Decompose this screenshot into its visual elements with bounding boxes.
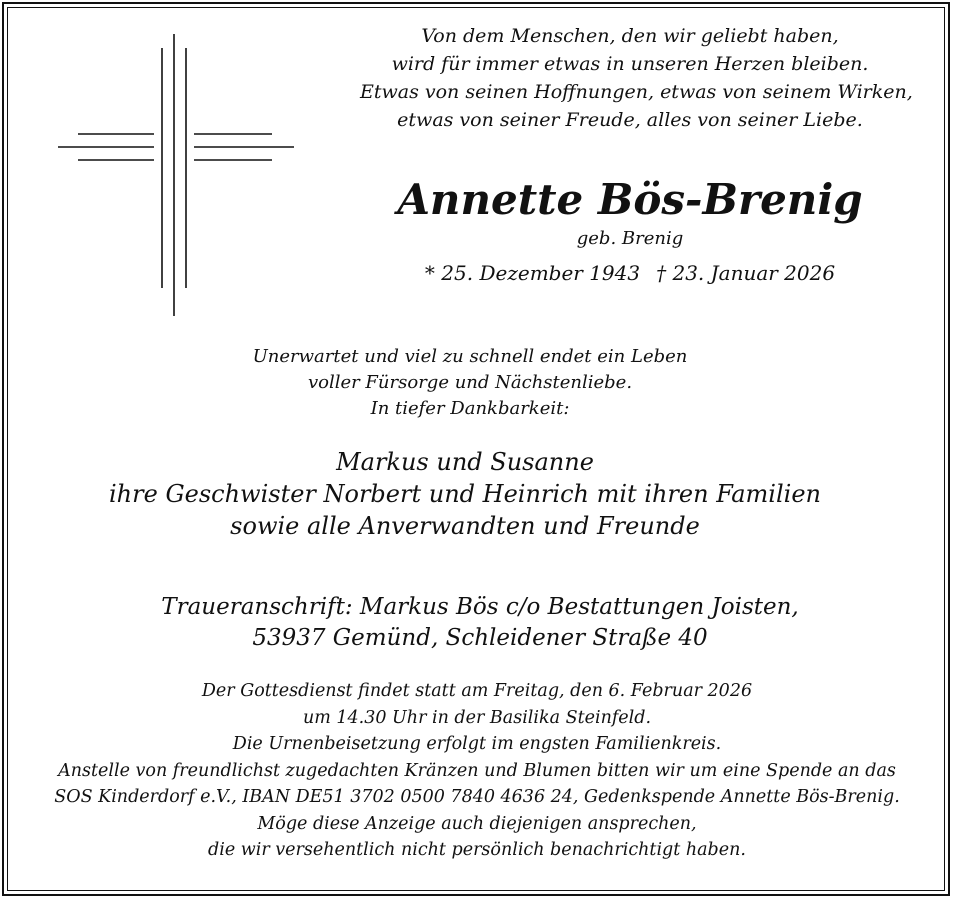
service-line: Anstelle von freundlichst zugedachten Kränzen und Blumen bitten wir um eine Spende an das xyxy=(58,760,896,781)
mourner-line: ihre Geschwister Norbert und Heinrich mit ihren Familien xyxy=(109,480,821,508)
cross-icon xyxy=(58,34,294,316)
life-dates xyxy=(360,258,900,288)
service-line: Möge diese Anzeige auch diejenigen ansprechen, xyxy=(257,813,697,834)
mourners xyxy=(60,446,870,542)
service-line: die wir versehentlich nicht persönlich benachrichtigt haben. xyxy=(208,840,746,860)
service-line: Die Urnenbeisetzung erfolgt im engsten Familienkreis. xyxy=(232,734,722,754)
verse xyxy=(360,22,913,134)
service-line: um 14.30 Uhr in der Basilika Steinfeld. xyxy=(302,707,652,728)
death-date: † 23. Januar 2026 xyxy=(656,261,836,285)
verse-line: Von dem Menschen, den wir geliebt haben, xyxy=(421,25,839,47)
address-line: 53937 Gemünd, Schleidener Straße 40 xyxy=(252,625,708,651)
intro-text xyxy=(200,344,740,422)
born-name: geb. Brenig xyxy=(576,228,684,249)
mourner-line: Markus und Susanne xyxy=(336,448,594,476)
service-line: SOS Kinderdorf e.V., IBAN DE51 3702 0500 7840 4636 24, Gedenkspende Annette Bös-Brenig. xyxy=(54,787,900,807)
intro-line: Unerwartet und viel zu schnell endet ein Leben xyxy=(252,346,688,367)
birth-date: * 25. Dezember 1943 xyxy=(424,261,641,285)
deceased-block xyxy=(360,172,900,288)
service-line: Der Gottesdienst findet statt am Freitag, den 6. Februar 2026 xyxy=(201,681,753,701)
mourning-address xyxy=(100,592,860,654)
verse-line: etwas von seiner Freude, alles von seiner Liebe. xyxy=(397,109,863,131)
address-line: Traueranschrift: Markus Bös c/o Bestattungen Joisten, xyxy=(161,594,799,620)
intro-line: voller Fürsorge und Nächstenliebe. xyxy=(307,372,633,393)
service-info xyxy=(14,678,940,864)
mourner-line: sowie alle Anverwandten und Freunde xyxy=(230,512,700,540)
verse-line: Etwas von seinen Hoffnungen, etwas von seinem Wirken, xyxy=(360,81,913,103)
deceased-name: Annette Bös-Brenig xyxy=(397,175,863,224)
intro-line: In tiefer Dankbarkeit: xyxy=(370,398,570,419)
verse-line: wird für immer etwas in unseren Herzen bleiben. xyxy=(391,53,869,75)
